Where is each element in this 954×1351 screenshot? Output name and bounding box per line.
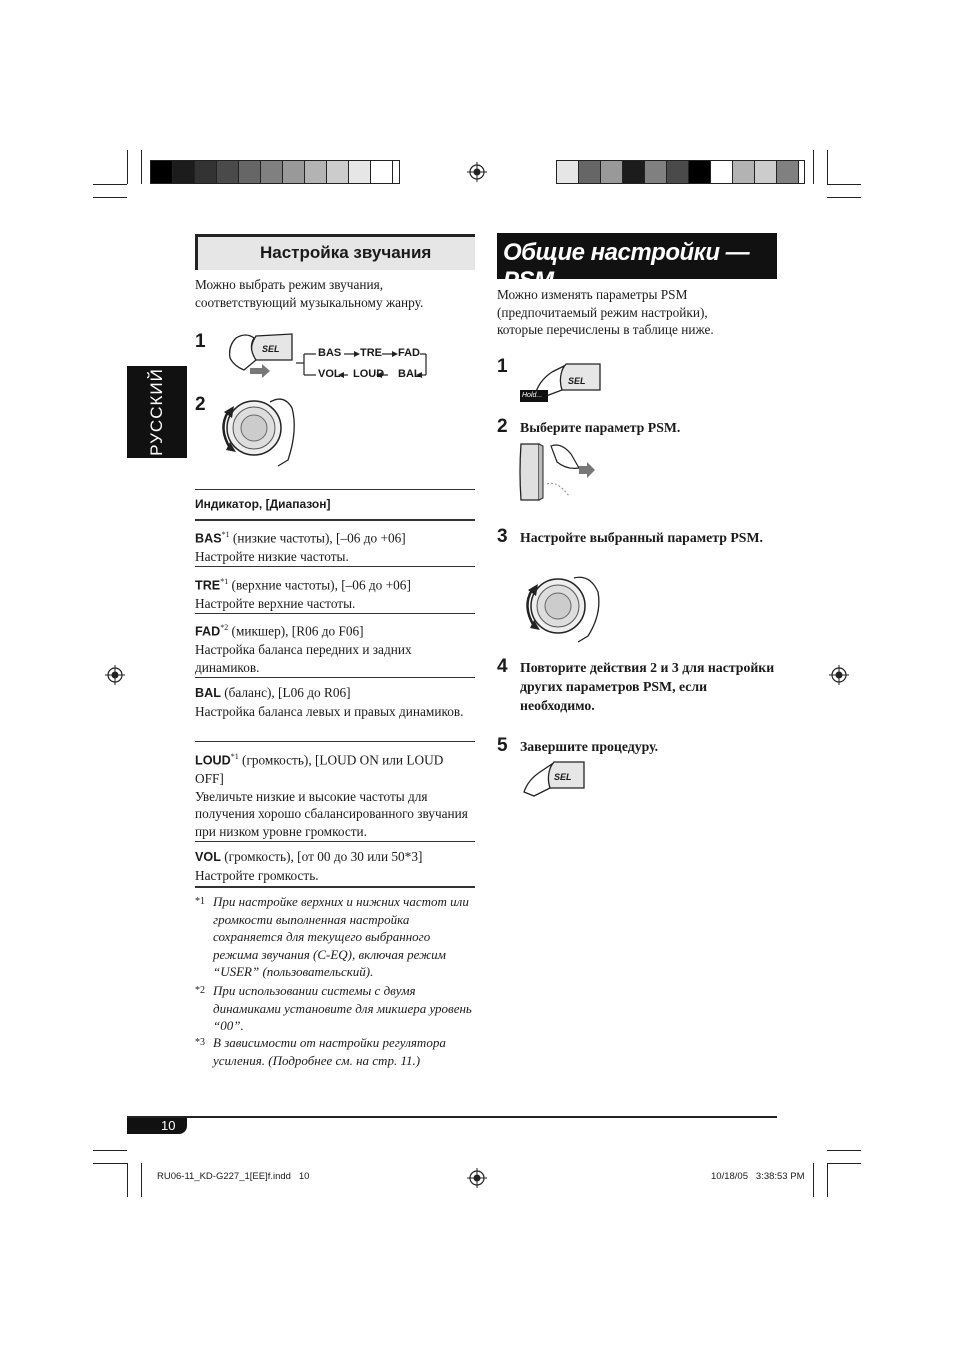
- row-mark: *1: [220, 577, 229, 586]
- registration-target-icon: [467, 1168, 487, 1188]
- section-title: Настройка звучания: [260, 243, 432, 262]
- row-range: (баланс), [L06 до R06]: [220, 685, 351, 700]
- row-key: FAD: [195, 624, 221, 639]
- table-rule: [195, 519, 475, 521]
- color-swatch: [173, 161, 195, 183]
- hold-label: Hold...: [522, 392, 543, 399]
- table-rule: [195, 677, 475, 678]
- up-down-button-icon: [517, 440, 601, 504]
- right-intro: Можно изменять параметры PSM (предпочитаемый режим настройки), которые перечислены в таблице ниже.: [497, 287, 714, 337]
- crop-mark: [127, 150, 128, 184]
- page-title: Общие настройки — PSM: [503, 239, 750, 294]
- table-bottom-rule: [195, 886, 475, 888]
- crop-mark: [813, 150, 814, 184]
- registration-target-icon: [467, 162, 487, 182]
- table-row: [195, 619, 475, 676]
- table-row: [195, 684, 475, 720]
- row-range: (низкие частоты), [–06 до +06]: [229, 530, 406, 546]
- color-swatch: [601, 161, 623, 183]
- row-mark: *2: [220, 623, 229, 632]
- crop-mark: [827, 1163, 828, 1197]
- table-rule: [195, 566, 475, 567]
- row-range: (микшер), [R06 до F06]: [228, 623, 364, 639]
- sel-button-press-icon: [520, 760, 586, 800]
- footnote-text: При использовании системы с двумя динамиками установите для микшера уровень “00”.: [213, 983, 472, 1033]
- table-header-rule: [195, 489, 475, 490]
- crop-mark: [141, 1163, 142, 1197]
- row-key: LOUD: [195, 753, 231, 768]
- registration-target-icon: [105, 665, 125, 685]
- color-swatch: [261, 161, 283, 183]
- table-row: [195, 526, 475, 566]
- crop-mark: [93, 1150, 127, 1151]
- step-text: Повторите действия 2 и 3 для настройки других параметров PSM, если необходимо.: [520, 660, 775, 713]
- row-description: Настройка баланса передних и задних динамиков.: [195, 642, 412, 675]
- crop-mark: [93, 197, 127, 198]
- crop-mark: [827, 1163, 861, 1164]
- color-swatch: [711, 161, 733, 183]
- color-swatch: [579, 161, 601, 183]
- color-swatch: [151, 161, 173, 183]
- color-swatch: [239, 161, 261, 183]
- step-number: 4: [497, 656, 508, 677]
- step-number: 1: [497, 356, 508, 377]
- table-header: Индикатор, [Диапазон]: [195, 497, 331, 511]
- crop-mark: [813, 1163, 814, 1197]
- crop-mark: [827, 150, 828, 184]
- color-swatch: [667, 161, 689, 183]
- color-swatch: [689, 161, 711, 183]
- flow-item: TRE: [360, 347, 382, 359]
- sel-button-press-icon: [218, 332, 298, 382]
- crop-mark: [127, 1163, 128, 1197]
- crop-mark: [827, 184, 861, 185]
- color-swatch: [371, 161, 393, 183]
- crop-mark: [93, 184, 127, 185]
- rotary-knob-icon: [214, 390, 304, 470]
- row-mark: *1: [230, 752, 239, 761]
- row-description: Настройте громкость.: [195, 867, 319, 883]
- language-label: РУССКИЙ: [147, 368, 166, 456]
- step-number: 1: [195, 331, 206, 352]
- left-intro: Можно выбрать режим звучания, соответствующий музыкальному жанру.: [195, 277, 424, 310]
- right-color-bar: [556, 160, 805, 184]
- row-description: Настройте верхние частоты.: [195, 596, 356, 612]
- step-text: Настройте выбранный параметр PSM.: [520, 530, 763, 545]
- color-swatch: [195, 161, 217, 183]
- color-swatch: [305, 161, 327, 183]
- row-mark: *1: [221, 530, 230, 539]
- step-number: 3: [497, 526, 508, 547]
- flow-item: BAL: [398, 368, 421, 380]
- color-swatch: [645, 161, 667, 183]
- table-rule: [195, 613, 475, 614]
- footer-rule: [127, 1116, 777, 1118]
- flow-item: FAD: [398, 347, 420, 359]
- crop-mark: [827, 197, 861, 198]
- table-rule: [195, 841, 475, 842]
- step-text: Завершите процедуру.: [520, 739, 659, 754]
- footnote-mark: *2: [195, 985, 205, 996]
- crop-mark: [827, 1150, 861, 1151]
- color-swatch: [733, 161, 755, 183]
- table-row: [195, 848, 475, 884]
- sel-label: SEL: [568, 376, 586, 386]
- table-row: [195, 748, 475, 840]
- section-header: [195, 234, 475, 270]
- sel-label: SEL: [262, 344, 280, 354]
- table-row: [195, 573, 475, 613]
- row-range: (громкость), [от 00 до 30 или 50*3]: [220, 849, 423, 864]
- flow-item: VOL: [318, 368, 341, 380]
- language-tab: [127, 366, 187, 458]
- flow-item: BAS: [318, 347, 342, 359]
- color-swatch: [327, 161, 349, 183]
- left-color-bar: [150, 160, 400, 184]
- color-swatch: [283, 161, 305, 183]
- row-description: Увеличьте низкие и высокие частоты для получения хорошо сбалансированного звучания при низком уровне громкости.: [195, 788, 468, 839]
- row-range: (громкость), [LOUD ON или LOUD OFF]: [195, 752, 447, 787]
- color-swatch: [623, 161, 645, 183]
- flow-item: LOUD: [353, 368, 385, 380]
- footnote-text: В зависимости от настройки регулятора усиления. (Подробнее см. на стр. 11.): [213, 1035, 446, 1068]
- row-key: TRE: [195, 578, 221, 593]
- crop-mark: [141, 150, 142, 184]
- registration-target-icon: [829, 665, 849, 685]
- crop-mark: [93, 1163, 127, 1164]
- sel-label: SEL: [554, 772, 572, 782]
- row-key: VOL: [195, 850, 221, 864]
- rotary-knob-icon: [518, 568, 608, 648]
- row-key: BAL: [195, 686, 221, 700]
- row-description: Настройка баланса левых и правых динамиков.: [195, 703, 464, 719]
- step-number: 2: [195, 394, 206, 415]
- page-title-block: [497, 233, 777, 294]
- color-swatch: [777, 161, 799, 183]
- row-description: Настройте низкие частоты.: [195, 549, 349, 565]
- footnote-mark: *3: [195, 1037, 205, 1048]
- step-number: 5: [497, 735, 508, 756]
- table-rule: [195, 741, 475, 742]
- step-text: Выберите параметр PSM.: [520, 420, 681, 435]
- row-range: (верхние частоты), [–06 до +06]: [228, 577, 411, 593]
- row-key: BAS: [195, 531, 222, 546]
- page-number: 10: [161, 1118, 176, 1133]
- date-info: 10/18/05 3:38:53 PM: [711, 1171, 805, 1182]
- step-number: 2: [497, 416, 508, 437]
- page-number-tab: [127, 1118, 187, 1134]
- footnote-mark: *1: [195, 896, 205, 907]
- color-swatch: [755, 161, 777, 183]
- footnote-text: При настройке верхних и нижних частот или громкости выполненная настройка сохраняется для текущего выбранного режима звучания (C-EQ), включая режим “USER” (пользовательский).: [213, 894, 469, 979]
- color-swatch: [557, 161, 579, 183]
- color-swatch: [349, 161, 371, 183]
- color-swatch: [217, 161, 239, 183]
- file-info: RU06-11_KD-G227_1[EE]f.indd 10: [157, 1171, 310, 1182]
